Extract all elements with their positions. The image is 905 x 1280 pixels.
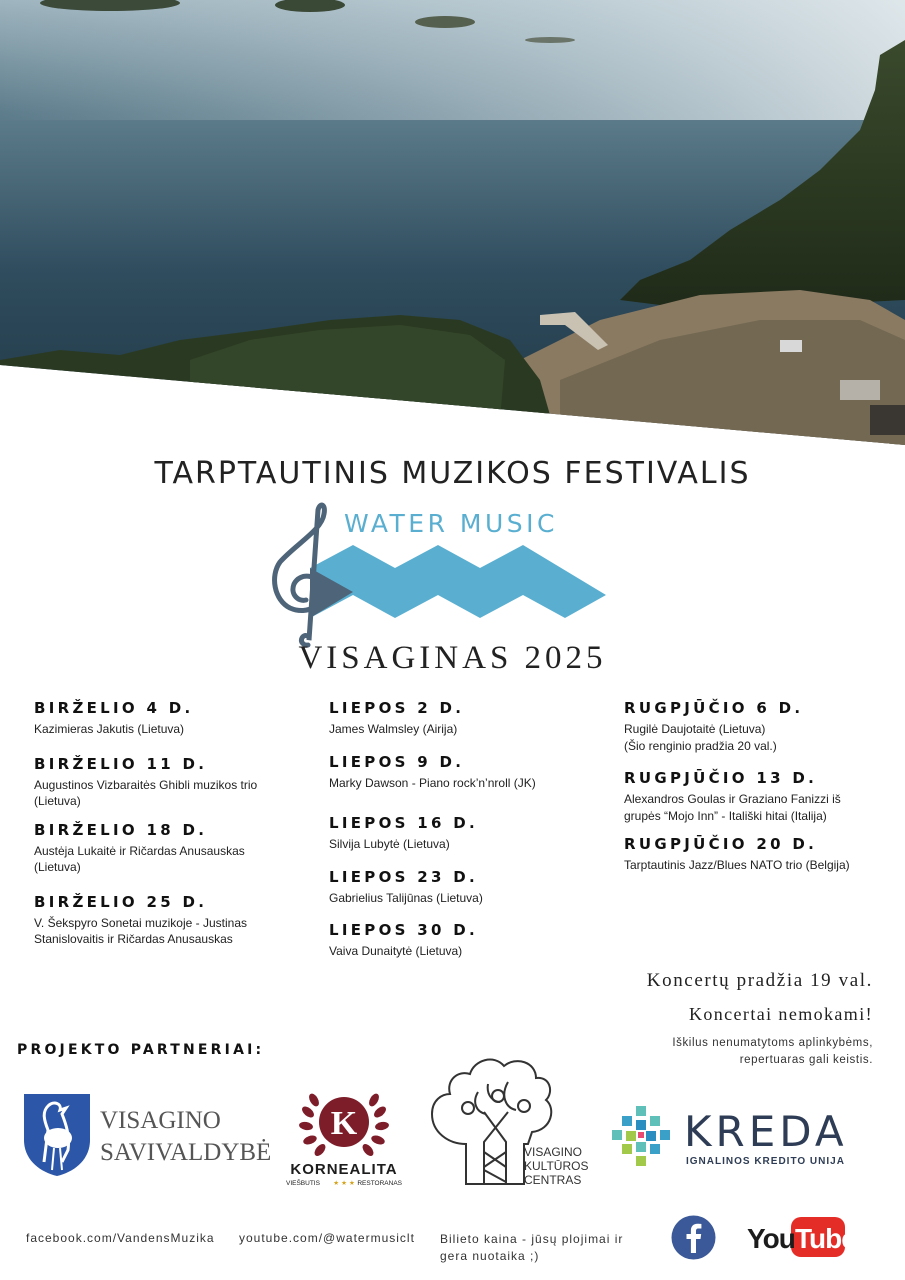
kreda-snowflake-icon xyxy=(612,1106,670,1166)
event-date: RUGPJŪČIO 20 D. xyxy=(624,835,818,853)
partner-visaginas-municipality xyxy=(22,1090,272,1180)
event-date: RUGPJŪČIO 13 D. xyxy=(624,769,818,787)
event-item xyxy=(34,820,304,876)
culture-centre-line3: CENTRAS xyxy=(524,1173,582,1187)
event-performer: Vaiva Dunaitytė (Lietuva) xyxy=(329,944,463,958)
event-date: LIEPOS 2 D. xyxy=(329,699,465,717)
event-performer: James Walmsley (Airija) xyxy=(329,722,458,736)
event-date: LIEPOS 30 D. xyxy=(329,921,479,939)
youtube-logo-tube: Tube xyxy=(795,1223,856,1254)
event-date: BIRŽELIO 4 D. xyxy=(34,699,194,717)
youtube-logo-icon[interactable] xyxy=(745,1214,856,1260)
event-date: LIEPOS 23 D. xyxy=(329,867,479,886)
event-performer: Austėja Lukaitė ir Ričardas Anusauskas (Lietuva) xyxy=(34,843,245,874)
kreda-name: KREDA xyxy=(684,1107,848,1156)
water-music-logo xyxy=(268,500,618,650)
visaginas-name-line2: SAVIVALDYBĖ xyxy=(100,1139,272,1166)
event-performer: Augustinos Vizbaraitės Ghibli muzikos trio (Lietuva) xyxy=(34,777,258,808)
partners-heading: PROJEKTO PARTNERIAI: xyxy=(17,1042,265,1058)
schedule-column-august xyxy=(624,698,894,884)
event-item xyxy=(329,920,599,960)
kornealita-monogram: K xyxy=(330,1105,358,1142)
event-date: BIRŽELIO 18 D. xyxy=(34,820,208,839)
event-item xyxy=(329,813,599,853)
free-entry-note: Koncertai nemokami! xyxy=(688,1004,873,1024)
star-rating-icon: ★ ★ ★ xyxy=(333,1179,355,1187)
youtube-logo-you: You xyxy=(747,1223,795,1254)
event-item xyxy=(624,834,894,874)
partner-visaginas-culture-centre xyxy=(428,1052,598,1192)
event-item xyxy=(34,698,304,738)
culture-centre-line1: VISAGINO xyxy=(524,1145,583,1159)
facebook-icon[interactable] xyxy=(671,1215,716,1260)
event-performer: Rugilė Daujotaitė (Lietuva) (Šio renginio pradžia 20 val.) xyxy=(624,722,777,753)
event-performer: Silvija Lubytė (Lietuva) xyxy=(329,837,450,851)
kornealita-restaurant-label: RESTORANAS xyxy=(357,1180,402,1187)
culture-centre-line2: KULTŪROS xyxy=(524,1159,589,1173)
festival-title: TARPTAUTINIS MUZIKOS FESTIVALIS xyxy=(154,456,751,491)
crane-coat-of-arms-icon xyxy=(24,1094,90,1176)
event-date: RUGPJŪČIO 6 D. xyxy=(624,699,804,717)
event-performer: Gabrielius Talijūnas (Lietuva) xyxy=(329,890,483,905)
event-item xyxy=(34,754,304,810)
partner-kreda xyxy=(610,1102,875,1174)
concert-start-time: Koncertų pradžia 19 val. xyxy=(646,970,873,991)
kornealita-name: KORNEALITA xyxy=(290,1161,398,1178)
youtube-link[interactable]: youtube.com/@watermusiclt xyxy=(239,1231,415,1245)
event-item xyxy=(329,752,599,792)
event-performer: Marky Dawson - Piano rock’n’nroll (JK) xyxy=(329,775,536,790)
schedule-column-july xyxy=(329,698,599,970)
facebook-link[interactable]: facebook.com/VandensMuzika xyxy=(26,1231,215,1245)
event-performer: Alexandros Goulas ir Graziano Fanizzi iš grupės “Mojo Inn” - Itališki hitai (Italija) xyxy=(624,792,841,823)
event-item xyxy=(329,867,599,907)
wave-shape xyxy=(310,545,606,618)
repertoire-change-note: Iškilus nenumatytoms aplinkybėms, repertuaras gali keistis. xyxy=(672,1037,873,1066)
event-performer: Tarptautinis Jazz/Blues NATO trio (Belgija) xyxy=(624,858,850,872)
hero-lake-photo xyxy=(0,0,905,450)
event-date: BIRŽELIO 25 D. xyxy=(34,892,208,911)
event-item xyxy=(624,768,894,824)
schedule-column-june xyxy=(34,698,304,958)
city-year-title: VISAGINAS 2025 xyxy=(298,640,607,676)
event-date: LIEPOS 16 D. xyxy=(329,814,479,832)
event-performer: Kazimieras Jakutis (Lietuva) xyxy=(34,722,185,736)
visaginas-name-line1: VISAGINO xyxy=(100,1107,221,1134)
ticket-price-note: Bilieto kaina - jūsų plojimai ir gera nuotaika ;) xyxy=(440,1232,624,1263)
event-performer: V. Šekspyro Sonetai muzikoje - Justinas Stanislovaitis ir Ričardas Anusauskas xyxy=(34,915,247,946)
event-item xyxy=(34,892,304,948)
partner-kornealita xyxy=(284,1078,404,1188)
event-item xyxy=(624,698,894,754)
event-item xyxy=(329,698,599,738)
event-date: LIEPOS 9 D. xyxy=(329,752,465,771)
logo-text: WATER MUSIC xyxy=(344,509,558,538)
kornealita-hotel-label: VIEŠBUTIS xyxy=(286,1180,320,1187)
kreda-subtitle: IGNALINOS KREDITO UNIJA xyxy=(686,1156,845,1167)
event-date: BIRŽELIO 11 D. xyxy=(34,754,208,773)
